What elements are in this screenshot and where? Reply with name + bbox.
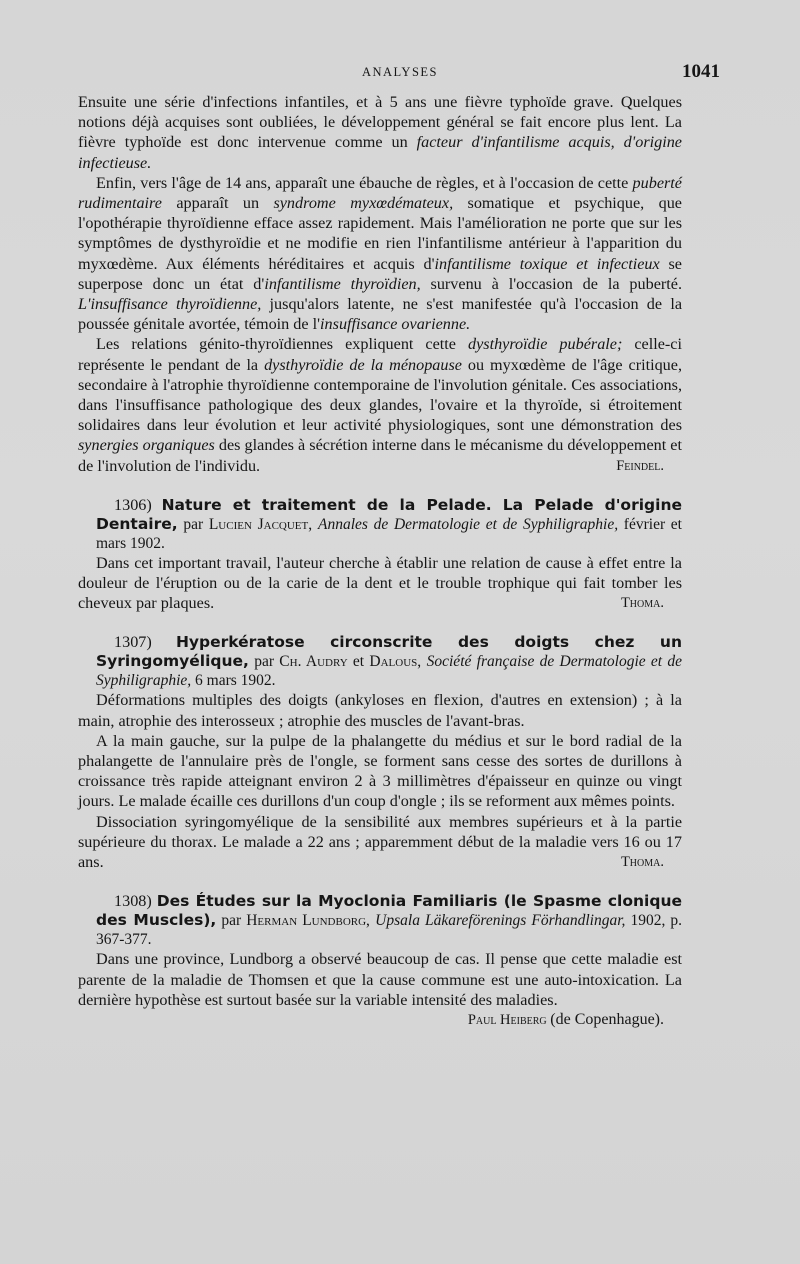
signature: Thoma. [620,595,664,612]
article-body-3 [78,812,682,873]
text-run: Dans une province, Lundborg a observé beaucoup de cas. Il pense que cette maladie est parente de la maladie de Thomsen et que la cause commune est une auto-intoxication. La dernière hypothèse est surtout basée sur la variable intensité des maladies. [78,950,682,1009]
italic-run: dysthyroïdie de la ménopause [264,355,462,374]
journal-name: Société française de Dermatologie et de Syphiligraphie, [96,653,683,690]
italic-run: infantilisme thyroïdien, [264,274,421,293]
text-run: des glandes à sécrétion interne dans le mécanisme du développement et de l'involution de l'individu. [78,436,682,475]
article-heading [78,892,682,949]
article-number: 1308) [114,892,152,911]
italic-run: insuffisance ovarienne. [320,315,471,334]
signature-name: Paul Heiberg [467,1011,547,1028]
signature: Feindel. [616,457,664,474]
italic-run: dysthyroïdie pubérale; [468,335,623,354]
text-run: celle-ci représente le pendant de la [78,335,682,374]
reference-date: février et mars 1902. [96,515,682,552]
reference-text: par [248,653,280,671]
article-number: 1306) [114,495,152,514]
article-title: Nature et traitement de la Pelade. La Pelade d'origine Dentaire, [96,495,682,533]
article-number: 1307) [114,633,152,652]
italic-run: puberté rudimentaire [78,173,682,213]
italic-run: facteur d'infantilisme acquis, d'origine infectieuse. [78,133,682,172]
page-header [80,62,720,86]
reference-text: par [216,912,247,930]
italic-run: infantilisme toxique et infectieux [434,254,660,273]
article-heading [78,496,682,553]
article-body-2: A la main gauche, sur la pulpe de la phalangette du médius et sur le bord radial de la phalangette de l'annulaire près de l'ongle, se forment sans cesse des sortes de durillons à croissance très rapide atteignant environ 2 à 3 millimètres d'épaisseur en quinze ou vingt jours. Le malade écaille ces durillons d'un coup d'ongle ; ils se reforment aux mêmes points. [78,731,682,811]
intro-paragraph-2 [78,173,682,335]
text-run: se superpose donc un état d' [78,254,682,293]
reference-text: par [177,515,209,533]
article-title: Hyperkératose circonscrite des doigts chez un Syringomyélique, [96,633,682,671]
page-number: 1041 [682,61,720,82]
text-run: Dissociation syringomyélique de la sensibilité aux membres supérieurs et à la partie supérieure du thorax. Le malade a 22 ans ; apparemment début de la maladie vers 16 ou 17 ans. [78,812,682,872]
text-run: Dans cet important travail, l'auteur cherche à établir une relation de cause à effet entre la douleur de l'éruption ou de la carie de la dent et le trouble trophique qui fait tomber les cheveux par plaques. [78,553,682,613]
signature-place: (de Copenhague). [550,1010,664,1028]
page-content [78,92,682,1030]
text-run: survenu à l'occasion de la puberté. [420,274,682,293]
text-run: apparaît un [161,194,274,213]
article-body [78,553,682,614]
running-head: ANALYSES [361,65,439,79]
italic-run: synergies organiques [78,436,215,455]
intro-paragraph-1 [78,92,682,173]
text-run: jusqu'alors latente, ne s'est manifestée qu'à l'occasion de la poussée génitale avortée, témoin de l' [78,295,683,334]
italic-run: L'insuffisance thyroïdienne, [78,295,262,314]
reference-text: et [347,653,370,671]
text-run: Ensuite une série d'infections infantiles, et à 5 ans une fièvre typhoïde grave. Quelques notions déjà acquises sont oubliées, le développement général se fait encore plus lent. La fièvre typhoïde est donc intervenue comme un [78,93,682,152]
text-run: Enfin, vers l'âge de 14 ans, apparaît une ébauche de règles, et à l'occasion de cette [96,173,633,192]
article-author: Ch. Audry [279,653,348,671]
journal-name: Upsala Läkareförenings Förhandlingar, [375,912,626,930]
journal-name: Annales de Dermatologie et de Syphiligraphie, [318,515,619,533]
article-author-2: Dalous, [369,653,422,671]
signature: Thoma. [620,854,664,871]
italic-run: syndrome myxœdémateux, [273,194,454,213]
article-1308 [78,892,682,1030]
reference-date: 6 mars 1902. [191,672,276,690]
article-1306 [78,496,682,614]
article-body-1: Déformations multiples des doigts (ankyloses en flexion, d'autres en extension) ; à la main, atrophie des interosseux ; atrophie des muscles de l'avant-bras. [78,691,682,730]
article-1307 [78,633,682,872]
text-run: ou myxœdème de l'âge critique, secondaire à l'atrophie thyroïdienne contemporaine de l'involution génitale. Ces associations, dans l'insuffisance pathologique des deux glandes, l'ovaire et la thyroïde, si étroitement solidaires dans leur évolution et leur activité physiologiques, sont une démonstration des [78,355,683,435]
article-heading [78,633,682,690]
article-author: Lucien Jacquet, [208,515,313,533]
signature [450,1010,682,1030]
text-run: Les relations génito-thyroïdiennes expliquent cette [96,335,468,354]
text-run: somatique et psychique, que l'opothérapie thyroïdienne efface assez rapidement. Mais l'amélioration ne porte que sur les symptômes de dysthyroïdie et ne modifie en rien l'infantilisme antérieur à l'apparition du myxœdème. Aux éléments héréditaires et acquis d' [78,194,682,273]
article-title: Des Études sur la Myoclonia Familiaris (le Spasme clonique des Muscles), [96,892,683,930]
article-body [78,949,682,1030]
intro-paragraph-3 [78,334,682,475]
article-author: Herman Lundborg, [246,912,370,930]
reference-date: 1902, p. 367-377. [96,912,683,949]
